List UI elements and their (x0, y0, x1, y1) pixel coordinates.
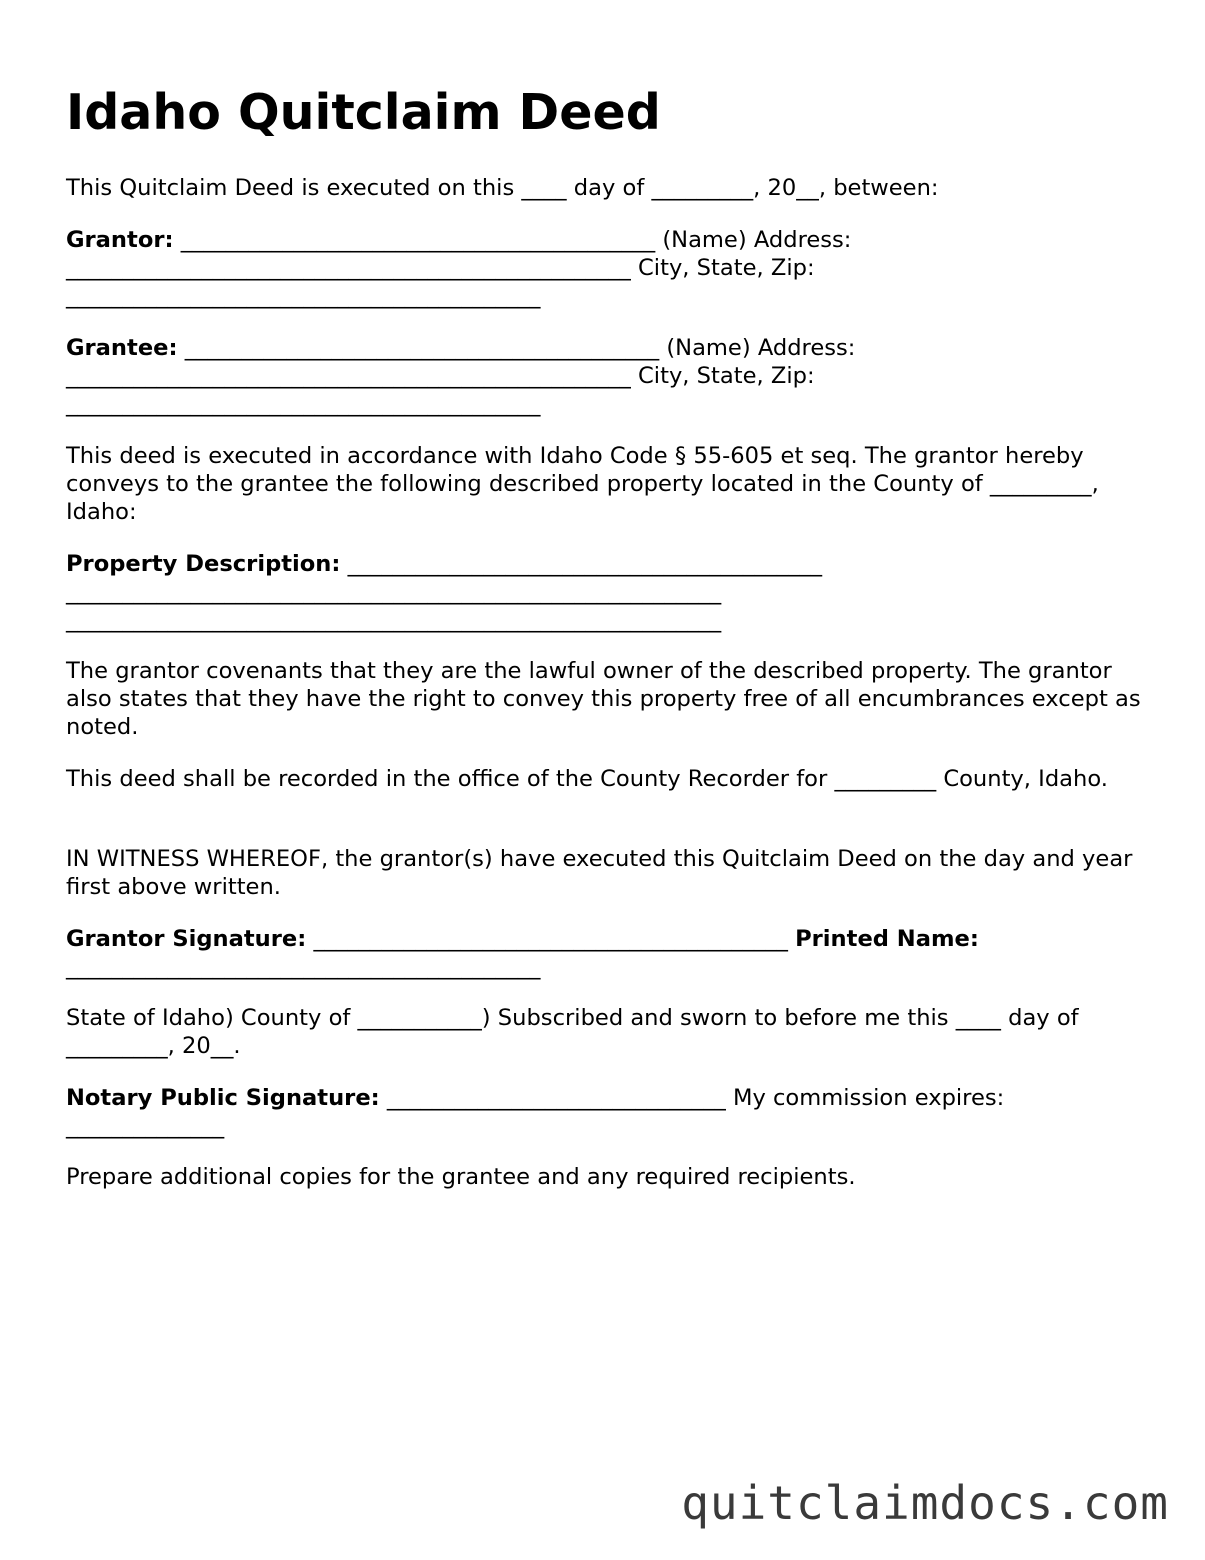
grantor-label: Grantor: (66, 227, 174, 253)
witness-paragraph: IN WITNESS WHEREOF, the grantor(s) have executed this Quitclaim Deed on the day and year first above written. (66, 846, 1140, 900)
grantee-label: Grantee: (66, 335, 178, 361)
printed-name-label: Printed Name: (795, 926, 979, 952)
intro-paragraph: This Quitclaim Deed is executed on this ____ day of _________, 20__, between: (66, 175, 939, 201)
recording-paragraph: This deed shall be recorded in the office of the County Recorder for _________ County, Idaho. (66, 766, 1108, 792)
printed-name-line: __________________________________________ (66, 926, 987, 980)
notary-section (66, 1084, 1146, 1140)
property-fields: __________________________________________ __________________________________________________________ __________________________________________________________ (66, 551, 830, 633)
watermark: quitclaimdocs.com (681, 1476, 1169, 1530)
covenant-paragraph: The grantor covenants that they are the lawful owner of the described property. The grantor also states that they have the right to convey this property free of all encumbrances except as noted. (66, 658, 1148, 740)
grantor-fields: __________________________________________ (Name) Address: __________________________________________________ City, State, Zip: __________________________________________ (66, 227, 859, 309)
grantee-fields: __________________________________________ (Name) Address: __________________________________________________ City, State, Zip: __________________________________________ (66, 335, 863, 417)
property-section (66, 550, 1146, 634)
signature-section (66, 925, 1146, 981)
code-paragraph: This deed is executed in accordance with Idaho Code § 55-605 et seq. The grantor hereby conveys to the grantee the following described property located in the County of _________, Idaho: (66, 443, 1106, 525)
notary-acknowledgment: State of Idaho) County of ___________) Subscribed and sworn to before me this ____ day of _________, 20__. (66, 1005, 1086, 1059)
property-label: Property Description: (66, 551, 341, 577)
document-title: Idaho Quitclaim Deed (66, 84, 661, 141)
grantor-signature-label: Grantor Signature: (66, 926, 307, 952)
grantee-section (66, 334, 1146, 418)
notary-fields: ______________________________ My commission expires: ______________ (66, 1085, 1012, 1139)
grantor-signature-line: __________________________________________ (306, 926, 796, 952)
grantor-section (66, 226, 1146, 310)
notary-signature-label: Notary Public Signature: (66, 1085, 380, 1111)
copies-note: Prepare additional copies for the grantee and any required recipients. (66, 1164, 856, 1190)
